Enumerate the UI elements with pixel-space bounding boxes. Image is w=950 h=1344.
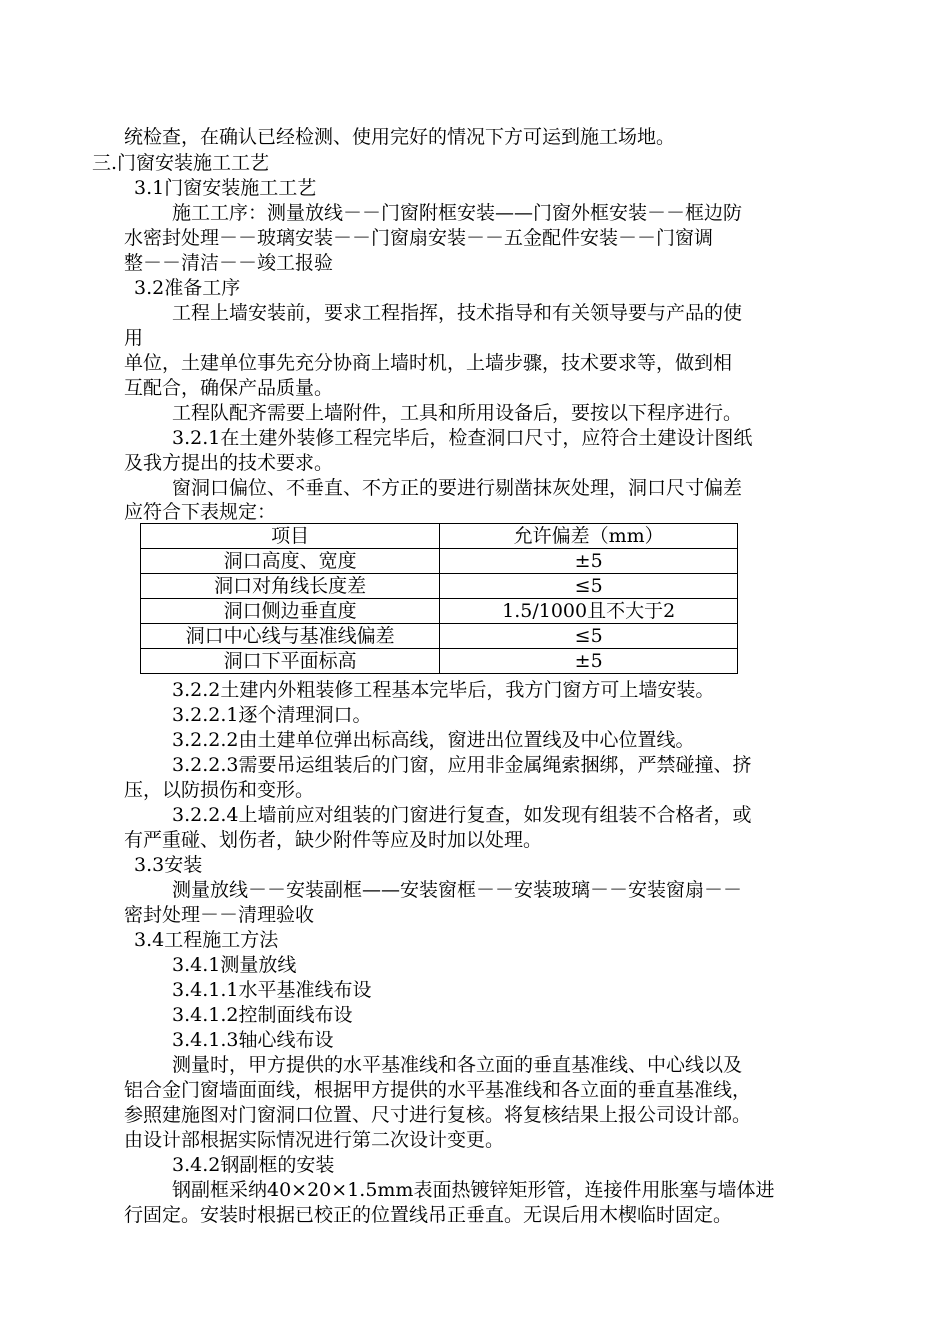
- paragraph-line: 钢副框采纳40×20×1.5mm表面热镀锌矩形管，连接件用胀塞与墙体进: [172, 1179, 775, 1201]
- table-cell-tolerance: ±5: [440, 649, 738, 674]
- table-row: [141, 599, 738, 624]
- paragraph-line: 有严重碰、划伤者，缺少附件等应及时加以处理。: [124, 829, 543, 851]
- paragraph-line: 互配合，确保产品质量。: [124, 377, 334, 399]
- table-cell-item: 洞口中心线与基准线偏差: [141, 624, 440, 649]
- table-cell-tolerance: ≤5: [440, 574, 738, 599]
- table-header-tolerance: 允许偏差（mm）: [440, 524, 738, 549]
- table-header-item: 项目: [141, 524, 440, 549]
- subsection-heading: 3.1门窗安装施工工艺: [134, 177, 317, 199]
- table-row: [141, 574, 738, 599]
- paragraph-line: 应符合下表规定：: [124, 501, 277, 523]
- paragraph-line: 3.2.2.2由土建单位弹出标高线，窗进出位置线及中心位置线。: [172, 729, 695, 751]
- paragraph-line: 工程上墙安装前，要求工程指挥，技术指导和有关领导要与产品的使: [172, 302, 743, 324]
- paragraph-line: 3.4.1测量放线: [172, 954, 297, 976]
- table-cell-item: 洞口侧边垂直度: [141, 599, 440, 624]
- table-cell-item: 洞口对角线长度差: [141, 574, 440, 599]
- subsection-heading: 3.3安装: [134, 854, 203, 876]
- paragraph-line: 窗洞口偏位、不垂直、不方正的要进行剔凿抹灰处理，洞口尺寸偏差: [172, 477, 743, 499]
- paragraph-line: 3.2.2.4上墙前应对组装的门窗进行复查，如发现有组装不合格者，或: [172, 804, 752, 826]
- table-row: [141, 649, 738, 674]
- paragraph-line: 3.2.2.3需要吊运组装后的门窗，应用非金属绳索捆绑，严禁碰撞、挤: [172, 754, 752, 776]
- subsection-heading: 3.4工程施工方法: [134, 929, 279, 951]
- paragraph-line: 3.4.1.2控制面线布设: [172, 1004, 353, 1026]
- paragraph-line: 铝合金门窗墙面面线，根据甲方提供的水平基准线和各立面的垂直基准线，: [124, 1079, 752, 1101]
- table-cell-item: 洞口高度、宽度: [141, 549, 440, 574]
- paragraph-line: 3.4.1.1水平基准线布设: [172, 979, 372, 1001]
- paragraph-line: 密封处理－－清理验收: [124, 904, 315, 926]
- paragraph-line: 3.2.2土建内外粗装修工程基本完毕后，我方门窗方可上墙安装。: [172, 679, 715, 701]
- paragraph-line: 测量时，甲方提供的水平基准线和各立面的垂直基准线、中心线以及: [172, 1054, 743, 1076]
- section-heading: 三.门窗安装施工工艺: [92, 152, 270, 174]
- paragraph-line: 3.2.1在土建外装修工程完毕后，检查洞口尺寸，应符合土建设计图纸: [172, 427, 753, 449]
- paragraph-line: 3.2.2.1逐个清理洞口。: [172, 704, 372, 726]
- table-header-row: [141, 524, 738, 549]
- paragraph-line: 整－－清洁－－竣工报验: [124, 252, 334, 274]
- table-cell-tolerance: 1.5/1000且不大于2: [440, 599, 738, 624]
- paragraph-line: 3.4.1.3轴心线布设: [172, 1029, 334, 1051]
- paragraph-line: 水密封处理－－玻璃安装－－门窗扇安装－－五金配件安装－－门窗调: [124, 227, 714, 249]
- paragraph-line: 行固定。安装时根据已校正的位置线吊正垂直。无误后用木楔临时固定。: [124, 1204, 733, 1226]
- paragraph-line: 及我方提出的技术要求。: [124, 452, 334, 474]
- table-cell-tolerance: ±5: [440, 549, 738, 574]
- paragraph-line: 压，以防损伤和变形。: [124, 779, 315, 801]
- paragraph-line: 测量放线－－安装副框——安装窗框－－安装玻璃－－安装窗扇－－: [172, 879, 743, 901]
- paragraph-line: 单位，土建单位事先充分协商上墙时机，上墙步骤，技术要求等，做到相: [124, 352, 733, 374]
- paragraph-line: 由设计部根据实际情况进行第二次设计变更。: [124, 1129, 505, 1151]
- table-row: [141, 549, 738, 574]
- paragraph-line: 工程队配齐需要上墙附件，工具和所用设备后，要按以下程序进行。: [172, 402, 743, 424]
- table-cell-tolerance: ≤5: [440, 624, 738, 649]
- subsection-heading: 3.2准备工序: [134, 277, 241, 299]
- tolerance-table: [140, 523, 738, 674]
- table-row: [141, 624, 738, 649]
- table-cell-item: 洞口下平面标高: [141, 649, 440, 674]
- paragraph-line: 3.4.2钢副框的安装: [172, 1154, 335, 1176]
- paragraph-line: 用: [124, 327, 144, 349]
- paragraph-line: 统检查，在确认已经检测、使用完好的情况下方可运到施工场地。: [124, 126, 676, 148]
- paragraph-line: 施工工序：测量放线－－门窗附框安装——门窗外框安装－－框边防: [172, 202, 743, 224]
- paragraph-line: 参照建施图对门窗洞口位置、尺寸进行复核。将复核结果上报公司设计部。: [124, 1104, 752, 1126]
